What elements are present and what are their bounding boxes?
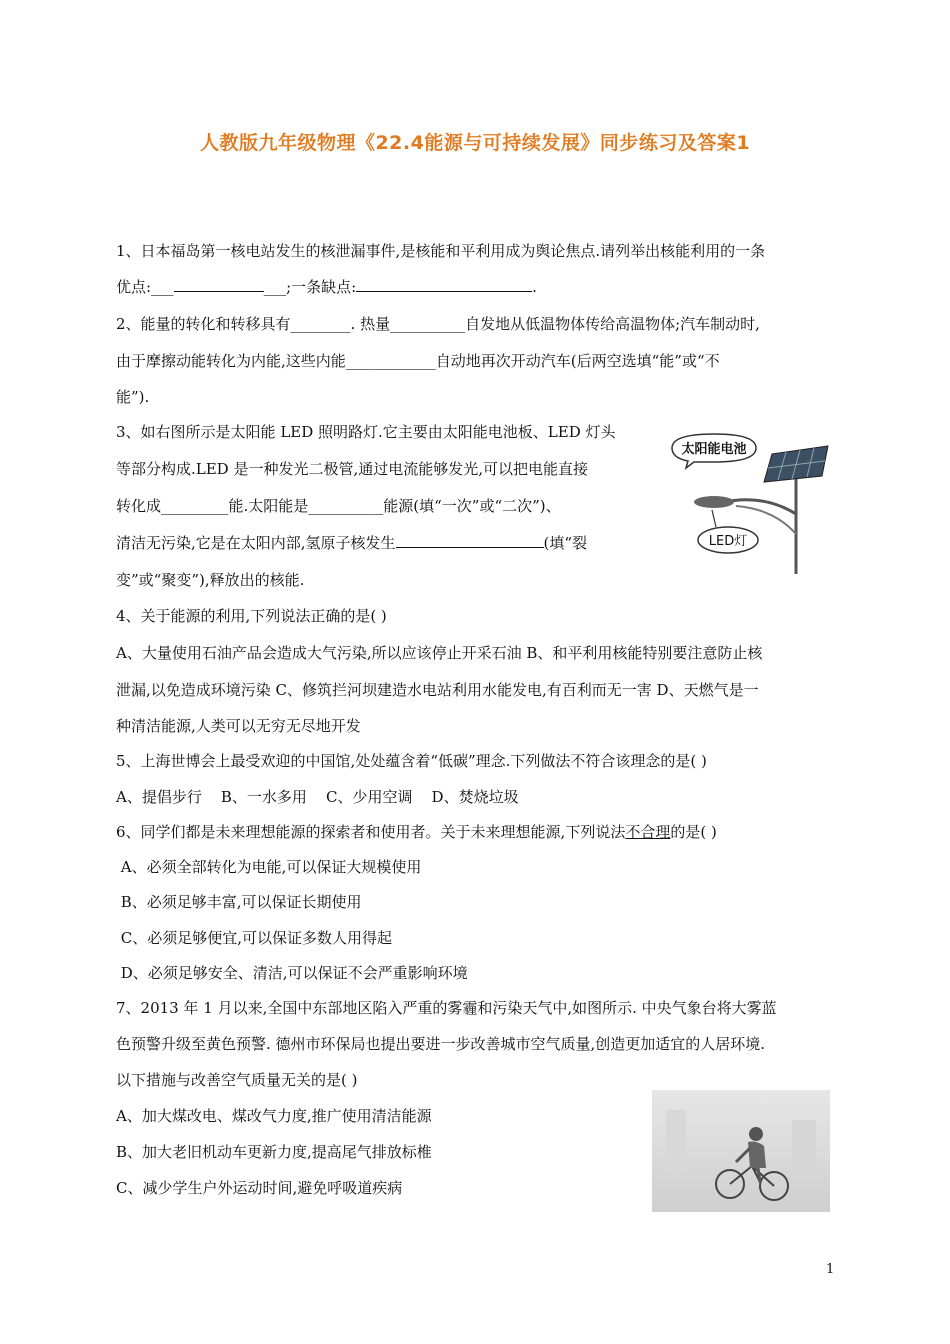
q3-line3: 转化成_________能.太阳能是__________能源(填“一次”或“二次”)、: [116, 497, 561, 515]
q1-line1: 1、日本福岛第一核电站发生的核泄漏事件,是核能和平利用成为舆论焦点.请列举出核能利用的一条: [116, 242, 766, 260]
q7-line1: 7、2013 年 1 月以来,全国中东部地区陷入严重的雾霾和污染天气中,如图所示. 中央气象台将大雾蓝: [116, 999, 777, 1017]
page-number: 1: [826, 1262, 835, 1277]
q2-line3: 能”).: [116, 388, 150, 406]
q1-advantage-blank[interactable]: [174, 276, 264, 292]
q3-line2: 等部分构成.LED 是一种发光二极管,通过电流能够发光,可以把电能直接: [116, 460, 589, 478]
q6-option-a: A、必须全部转化为电能,可以保证大规模使用: [116, 858, 422, 876]
q6-option-c: C、必须足够便宜,可以保证多数人用得起: [116, 929, 393, 947]
q1-advantage-label: 优点:___: [116, 278, 174, 296]
q6-emphasis: 不合理: [625, 823, 671, 841]
q7-line3: 以下措施与改善空气质量无关的是( ): [116, 1071, 358, 1089]
led-lamp-head: [694, 496, 734, 508]
rider-head: [749, 1127, 763, 1141]
led-label: LED灯: [708, 534, 748, 549]
page-title: 人教版九年级物理《22.4能源与可持续发展》同步练习及答案1: [199, 132, 751, 154]
q4-line2: A、大量使用石油产品会造成大气污染,所以应该停止开采石油 B、和平利用核能特别要注意防止核: [116, 644, 763, 662]
q7-option-a: A、加大煤改电、煤改气力度,推广使用清洁能源: [116, 1107, 432, 1125]
q6-line1: 6、同学们都是未来理想能源的探索者和使用者。关于未来理想能源,下列说法不合理的是( ): [116, 823, 717, 841]
q3-line1: 3、如右图所示是太阳能 LED 照明路灯.它主要由太阳能电池板、LED 灯头: [116, 423, 616, 441]
q7-line2: 色预警升级至黄色预警. 德州市环保局也提出要进一步改善城市空气质量,创造更加适宜的人居环境.: [116, 1035, 766, 1053]
q7-option-c: C、减少学生户外运动时间,避免呼吸道疾病: [116, 1179, 403, 1197]
q6-option-d: D、必须足够安全、清洁,可以保证不会严重影响环境: [116, 964, 468, 982]
solar-panel-label: 太阳能电池: [681, 442, 747, 457]
q5-line1: 5、上海世博会上最受欢迎的中国馆,处处蕴含着“低碳”理念.下列做法不符合该理念的是( ): [116, 752, 707, 770]
q4-line1: 4、关于能源的利用,下列说法正确的是( ): [116, 607, 387, 625]
q3-line5: 变”或“聚变”),释放出的核能.: [116, 571, 305, 589]
q7-option-b: B、加大老旧机动车更新力度,提高尾气排放标椎: [116, 1143, 432, 1161]
q1-disadvantage-label: ___;一条缺点:: [263, 278, 357, 296]
q3-line4: 清洁无污染,它是在太阳内部,氢原子核发生 (填“裂: [116, 534, 588, 552]
q2-line2: 由于摩擦动能转化为内能,这些内能____________自动地再次开动汽车(后两空选填“能”或“不: [116, 352, 720, 370]
q5-options: A、提倡步行 B、一水多用 C、少用空调 D、焚烧垃圾: [116, 788, 519, 806]
q4-line4: 种清洁能源,人类可以无穷无尽地开发: [116, 717, 361, 735]
q6-option-b: B、必须足够丰富,可以保证长期使用: [116, 893, 362, 911]
q2-line1: 2、能量的转化和转移具有________. 热量__________自发地从低温物体传给高温物体;汽车制动时,: [116, 315, 760, 333]
smog-cyclist-photo: [652, 1090, 830, 1212]
lamp-arm: [724, 500, 796, 514]
solar-led-streetlight-figure: [664, 424, 832, 574]
q1-line2: 优点:___ ___;一条缺点: .: [116, 278, 537, 296]
q4-line3: 泄漏,以免造成环境污染 C、修筑拦河坝建造水电站利用水能发电,有百利而无一害 D、天燃气是一: [116, 681, 759, 699]
q1-disadvantage-blank[interactable]: [356, 276, 532, 292]
q3-fusion-blank[interactable]: [396, 532, 544, 548]
